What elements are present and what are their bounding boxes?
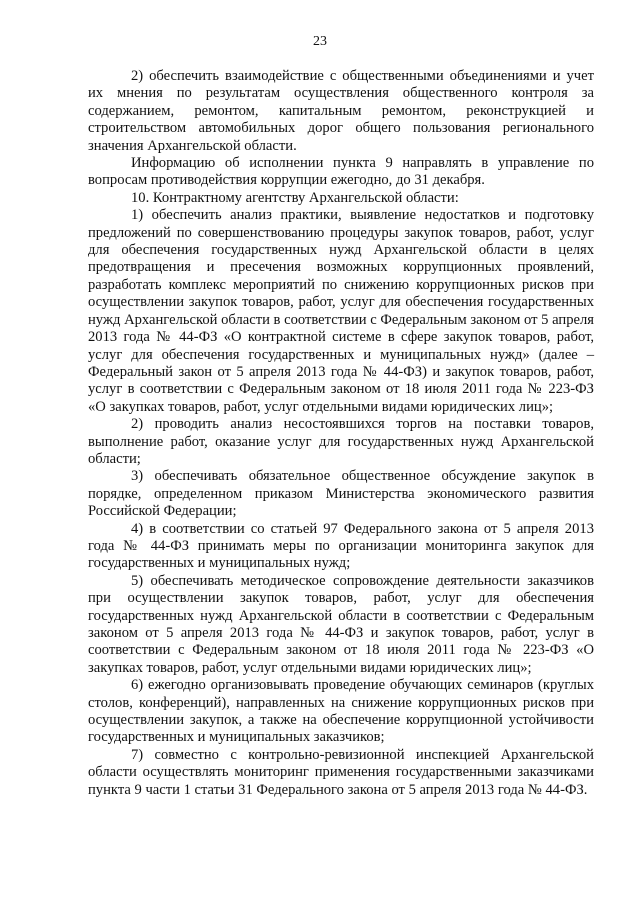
paragraph-reporting-item-9: Информацию об исполнении пункта 9 направлять в управление по вопросам противодействия коррупции ежегодно, до 31 декабря. [88, 155, 594, 189]
paragraph-item-4-monitoring: 4) в соответствии со статьей 97 Федерального закона от 5 апреля 2013 года № 44-ФЗ принимать меры по организации мониторинга закупок для государственных и муниципальных нужд; [88, 520, 594, 572]
paragraph-item-6-seminars: 6) ежегодно организовывать проведение обучающих семинаров (круглых столов, конференций), направленных на снижение коррупционных рисков при осуществлении закупок, а также на обеспечение коррупционной устойчивости государственных и муниципальных заказчиков; [88, 677, 594, 746]
paragraph-item-2-failed-tenders: 2) проводить анализ несостоявшихся торгов на поставки товаров, выполнение работ, оказание услуг для государственных нужд Архангельской области; [88, 416, 594, 467]
paragraph-section-10-heading: 10. Контрактному агентству Архангельской области: [131, 189, 459, 206]
page-number: 23 [313, 34, 327, 49]
document-body [88, 68, 594, 799]
paragraph-item-7-joint-monitoring: 7) совместно с контрольно-ревизионной инспекцией Архангельской области осуществлять мониторинг применения государственными заказчиками пункта 9 части 1 статьи 31 Федерального закона от 5 апреля 2013 года № 44-ФЗ. [88, 746, 594, 798]
paragraph-item-1-procurement-analysis: 1) обеспечить анализ практики, выявление недостатков и подготовку предложений по совершенствованию процедуры закупок товаров, работ, услуг для обеспечения государственных нужд Архангельской области в целях предотвращения и пресечения возможных коррупционных проявлений, разработать комплекс мероприятий по снижению коррупционных рисков при осуществлении закупок товаров, работ, услуг для обеспечения государственных нужд Архангельской области в соответствии с Федеральным законом от 5 апреля 2013 года № 44-ФЗ «О контрактной системе в сфере закупок товаров, работ, услуг для обеспечения государственных и муниципальных нужд» (далее – Федеральный закон от 5 апреля 2013 года № 44-ФЗ) и закупок товаров, работ, услуг в соответствии с Федеральным законом от 18 июля 2011 года № 223-ФЗ «О закупках товаров, работ, услуг отдельными видами юридических лиц»; [88, 207, 594, 415]
paragraph-item-3-public-discussion: 3) обеспечивать обязательное общественное обсуждение закупок в порядке, определенном приказом Министерства экономического развития Российской Федерации; [88, 468, 594, 520]
paragraph-item-2-public-associations: 2) обеспечить взаимодействие с общественными объединениями и учет их мнения по результатам осуществления общественного контроля за содержанием, ремонтом, капитальным ремонтом, реконструкцией и строительством автомобильных дорог общего пользования регионального значения Архангельской области. [88, 68, 594, 154]
paragraph-item-5-methodical-support: 5) обеспечивать методическое сопровождение деятельности заказчиков при осуществлении закупок товаров, работ, услуг для обеспечения государственных нужд Архангельской области в соответствии с Федеральным законом от 5 апреля 2013 года № 44-ФЗ и закупок товаров, работ, услуг в соответствии с Федеральным законом от 18 июля 2011 года № 223-ФЗ «О закупках товаров, работ, услуг отдельными видами юридических лиц»; [88, 572, 594, 676]
